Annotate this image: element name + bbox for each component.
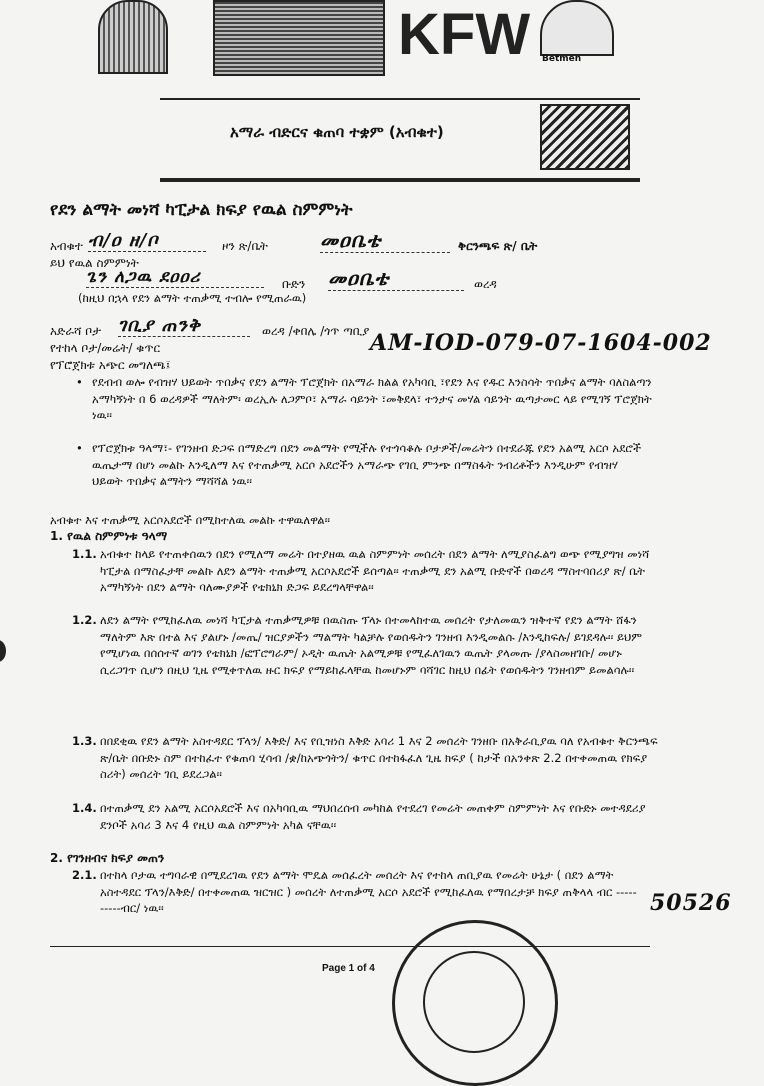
right-logo — [540, 0, 614, 56]
clause-2-1 — [72, 867, 640, 917]
binder-hole — [0, 640, 6, 662]
parties-intro: አብቁተ እና ተጠቃሚ አርሶአደሮች በሚከተለዉ መልኩ ተዋዉለዋል፡፡ — [50, 513, 331, 527]
bullet-text: የደብብ ወሎ የብዝሃ ህይወት ጥበቃና የደን ልማት ፕሮጀክት በአማራ ክልል የአካባቢ ፣የደን እና የዱር እንስሳት ጥበቃና ልማት ባለስልጣን አማካኝነት በ 6 ወረዳዎች ማለትም፡ ወረኢሉ ለጋምቦ፣ አማራ ሳይንት ፣መቅደላ፣ ተንታና መሃል ሳይንት ዉጣታመር ላይ የሚገኝ ፕሮጀክት ነዉ፡፡ — [92, 375, 652, 422]
left-logo — [98, 0, 168, 74]
contract-intro: ይህ የዉል ስምምነት — [50, 256, 139, 270]
clause-tail: ----------ብር/ ነዉ፡፡ — [100, 884, 637, 915]
value-address: ገቢያ ጠንቅ — [118, 315, 250, 337]
org-title: አማራ ብድርና ቁጠባ ተቋም (አብቁተ) — [230, 123, 444, 141]
clause-1-2 — [72, 612, 660, 678]
value-woreda: መዐቤቴ — [328, 266, 464, 291]
value-plot-number: AM-IOD-079-07-1604-002 — [370, 330, 712, 356]
value-group: ጌን ለጋዉ ደዐዐሪ — [86, 267, 264, 288]
section-1-heading: 1. የዉል ስምምነቱ ዓላማ — [50, 529, 168, 543]
bullet-dot: • — [76, 375, 83, 389]
bullet-item — [76, 440, 652, 490]
bullet-item — [76, 374, 652, 424]
clause-1-4 — [72, 800, 660, 833]
value-zone: መዐቤቴ — [320, 228, 450, 253]
clause-text: በበደቂዉ የደን ልማት አስተዳደር ፕላን/ እቅድ/ እና የቢዝነስ እቅድ አባሪ 1 እና 2 መሰረት ገንዘቡ በአቅራቢያዉ ባለ የአብቁተ ቅርንጫፍ ጽ/ቤት በቡድኑ ስም በተከፈተ የቁጠባ ሂሳብ /ቋ/ከአጭጎትን/ ቁጥር በተከፋፈለ ጊዜ ክፍያ ( ከታች በአንቀጽ 2.2 በተቀመጠዉ የክፍያ ስሪት) መሰረት ገቢ ይደረጋል፡፡ — [100, 734, 658, 781]
clause-1-3 — [72, 733, 660, 783]
header-rule-top — [160, 98, 640, 100]
clause-number: 1.3. — [72, 734, 97, 748]
clause-text: አብቁተ ከላይ የተጠቀሰዉን በደን የሚለማ መሬት በተያዘዉ ዉል ስምምነት መሰረት በደን ልማት ለሚያስፈልግ ወጭ የሚያግዝ መነሻ ካፒታል በማስፈታቸ መልኩ ለደን ልማት ተጠቃሚ አርሶአደሮች ይሰጣል፡፡ ተጠቃሚ ደን አልሚ ቡድኖች በወረዳ ማስተባበሪያ ጽ/ ቤት አማካኝነት በደን ልማት ባለሙያዎች የቴክኒክ ድጋፍ ይደረግላቸዋል፡፡ — [100, 547, 650, 594]
stamp-inner-ring — [423, 951, 525, 1053]
acsi-logo — [540, 104, 630, 170]
header-rule-bottom — [160, 178, 640, 182]
beneficiary-note: (ከዚህ በኋላ የደን ልማት ተጠቃሚ ተብሎ የሚጠራዉ) — [78, 291, 307, 305]
center-logo-pattern — [213, 0, 385, 76]
clause-1-1 — [72, 546, 660, 596]
label-plot-number: የተከላ ቦታ/መሬት/ ቁጥር — [50, 341, 161, 355]
label-address-2: ወረዳ /ቀበሌ /ጎጥ ጣቢያ — [262, 324, 370, 338]
label-address: አድራሻ ቦታ — [50, 324, 102, 338]
clause-text: ለደን ልማት የሚከፈለዉ መነሻ ካፒታል ተጠቃሚዎቹ በዉስጡ ፕላኑ በተመላከተዉ መሰረት የታለመዉን ዝቅተኛ የደን ልማት ሸፋን ማለትም እጽ በተል እና ያልሆኑ /መጤ/ ዝርያዎችን ማልማት ካልቻሉ የወሰዱትን ገንዘብ እንዲመልሱ /እንዲከፍሉ/ ይገደዳሉ፡፡ ይህም የሚሆነዉ በሰሰተኛ ወገን የቴክኒክ /ፎፕሮግራም/ ኦዲት ዉጤት አልሚዎቹ የሚፈለገዉን ዉጤት ያላመጡ /ያላስመዘገቡ/ መሆኑ ሲረጋገጥ ሲሆን በዚህ ጊዜ የሚቀጥለዉ ዙር ክፍያ የማይከፈላቸዉ ከመሆኑም ባሻገር ከዚህ በፊት የወሰዱትን ገንዘብም ይመልሳሉ፡፡ — [100, 613, 643, 677]
footer-rule — [50, 946, 650, 947]
section-2-heading: 2. የገንዘብና ክፍያ መጠን — [50, 851, 165, 865]
label-project-summary: የፕሮጀክቱ አጭር መግለጫ፤ — [50, 358, 171, 372]
bullet-dot: • — [76, 441, 83, 455]
label-woreda: ወረዳ — [474, 277, 497, 291]
official-stamp — [392, 920, 558, 1086]
document-title: የደን ልማት መነሻ ካፒታል ክፍያ የዉል ስምምነት — [50, 200, 353, 220]
payment-amount: 50526 — [650, 890, 732, 916]
kfw-logo: KFW — [398, 2, 531, 67]
clause-text: በተጠቃሚ ደን አልሚ አርሶአደሮች እና በአካባቢዉ ማህበረሰብ መካከል የተደረገ የመሬት መጠቀም ስምምነት እና የቡድኑ መተዳደሪያ ደንቦች አባሪ 3 እና 4 የዚህ ዉል ስምምነት አካል ናቸዉ፡፡ — [100, 801, 646, 832]
right-logo-text: Betmen — [542, 54, 582, 64]
value-acsi-branch: ብ/ዐ ዘ/ቦ — [88, 230, 206, 252]
clause-number: 1.2. — [72, 613, 97, 627]
label-acsi: አብቁተ — [50, 239, 83, 253]
bullet-text: የፕሮጀክቱ ዓላማ፣- የገንዘብ ድጋፍ በማድረግ በደን መልማት የሚችሉ የተጎሳቆሉ ቦታዎች/መሬትን በተደራጁ የደን አልሚ አርሶ አደሮች ዉጤታማ በሆነ መልኩ እንዲለማ እና የተጠቃሚ አርሶ አደሮችን አማራጭ የገቢ ምንጭ በማስፋት ንብረቶችን እንዲሁም የብዝሃ ህይወት ጥበቃና ልማትን ማሻሻል ነዉ፡፡ — [92, 441, 642, 488]
clause-text: በተከላ ቦታዉ ተግባራዊ በሚደረገዉ የደን ልማት ሞዴል መሰፈረት መሰረት እና የተከላ ጠቢያዉ የመሬት ሁኔታ ( በደን ልማት አስተዳደር ፕላን/እቅድ/ በተቀመጠዉ ዝርዝር ) መሰረት ለተጠቃሚ አርሶ አደሮች የሚከፈለዉ የማበረታቻ ክፍያ ጠቅላላ ብር — [100, 868, 614, 899]
clause-number: 1.4. — [72, 801, 97, 815]
label-zone: ዞን ጽ/ቤት — [222, 239, 268, 253]
label-group: ቡድን — [282, 277, 306, 291]
clause-number: 2.1. — [72, 868, 97, 882]
clause-number: 1.1. — [72, 547, 97, 561]
page-number: Page 1 of 4 — [322, 963, 375, 974]
label-branch: ቅርንጫፍ ጽ/ ቤት — [458, 239, 538, 253]
